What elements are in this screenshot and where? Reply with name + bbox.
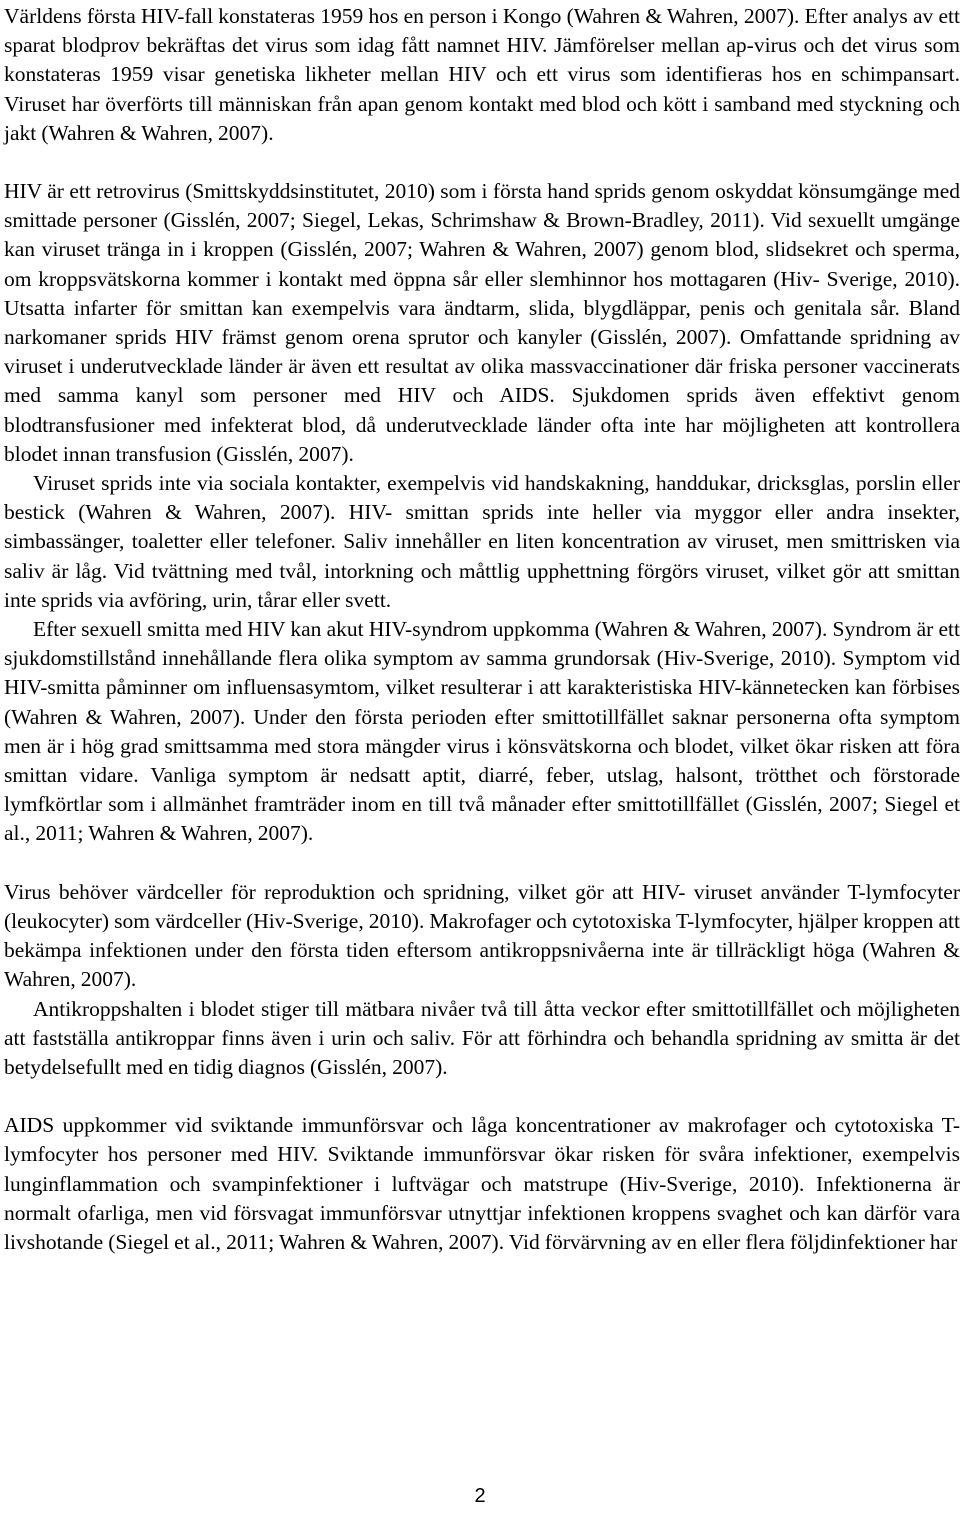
document-page — [4, 2, 960, 1257]
paragraph-hiv-origin: Världens första HIV-fall konstateras 1959 hos en person i Kongo (Wahren & Wahren, 2007). Efter analys av ett sparat blodprov bekräftas det virus som idag fått namnet HIV. Jämförelser mellan ap-virus och det virus som konstateras 1959 visar genetiska likheter mellan HIV och ett virus som identifieras hos en schimpansart. Viruset har överförts till människan från apan genom kontakt med blod och kött i samband med styckning och jakt (Wahren & Wahren, 2007). — [4, 4, 960, 145]
page-number: 2 — [474, 1485, 486, 1507]
paragraph-acute-syndrome: Efter sexuell smitta med HIV kan akut HIV-syndrom uppkomma (Wahren & Wahren, 2007). Syndrom är ett sjukdomstillstånd innehållande flera olika symptom av samma grundorsak (Hiv-Sverige, 2010). Symptom vid HIV-smitta påminner om influensasymtom, vilket resulterar i att karakteristiska HIV-kännetecken kan förbises (Wahren & Wahren, 2007). Under den första perioden efter smittotillfället saknar personerna ofta symptom men är i hög grad smittsamma med stora mängder virus i könsvätskorna och blodet, vilket ökar risken att föra smittan vidare. Vanliga symptom är nedsatt aptit, diarré, feber, utslag, halsont, trötthet och förstorade lymfkörtlar som i allmänhet framträder inom en till två månader efter smittotillfället (Gisslén, 2007; Siegel et al., 2011; Wahren & Wahren, 2007). — [4, 617, 960, 846]
paragraph-host-cells: Virus behöver värdceller för reproduktion och spridning, vilket gör att HIV- viruset använder T-lymfocyter (leukocyter) som värdceller (Hiv-Sverige, 2010). Makrofager och cytotoxiska T-lymfocyter, hjälper kroppen att bekämpa infektionen under den första tiden eftersom antikroppsnivåerna inte är tillräckligt höga (Wahren & Wahren, 2007). — [4, 879, 960, 992]
paragraph-antibodies: Antikroppshalten i blodet stiger till mätbara nivåer två till åtta veckor efter smittotillfället och möjligheten att fastställa antikroppar finns även i urin och saliv. För att förhindra och behandla spridning av smitta är det betydelsefullt med en tidig diagnos (Gisslén, 2007). — [4, 996, 960, 1079]
paragraph-non-transmission: Viruset sprids inte via sociala kontakter, exempelvis vid handskakning, handdukar, dricksglas, porslin eller bestick (Wahren & Wahren, 2007). HIV- smittan sprids inte heller via myggor eller andra insekter, simbassänger, toaletter eller telefoner. Saliv innehåller en liten koncentration av viruset, men smittrisken via saliv är låg. Vid tvättning med tvål, intorkning och måttlig upphettning förgörs viruset, vilket gör att smittan inte sprids via avföring, urin, tårar eller svett. — [4, 471, 960, 612]
paragraph-transmission: HIV är ett retrovirus (Smittskyddsinstitutet, 2010) som i första hand sprids genom oskyddat könsumgänge med smittade personer (Gisslén, 2007; Siegel, Lekas, Schrimshaw & Brown-Bradley, 2011). Vid sexuellt umgänge kan viruset tränga in i kroppen (Gisslén, 2007; Wahren & Wahren, 2007) genom blod, slidsekret och sperma, om kroppsvätskorna kommer i kontakt med öppna sår eller slemhinnor hos mottagaren (Hiv- Sverige, 2010). Utsatta infarter för smittan kan exempelvis vara ändtarm, slida, blygdläppar, penis och genitala sår. Bland narkomaner sprids HIV främst genom orena sprutor och kanyler (Gisslén, 2007). Omfattande spridning av viruset i underutvecklade länder är även ett resultat av olika massvaccinationer där friska personer vaccinerats med samma kanyl som personer med HIV och AIDS. Sjukdomen sprids även effektivt genom blodtransfusioner med infekterat blod, då underutvecklade länder ofta inte har möjligheten att kontrollera blodet innan transfusion (Gisslén, 2007). — [4, 179, 960, 466]
paragraph-aids: AIDS uppkommer vid sviktande immunförsvar och låga koncentrationer av makrofager och cytotoxiska T-lymfocyter hos personer med HIV. Sviktande immunförsvar ökar risken för svåra infektioner, exempelvis lunginflammation och svampinfektioner i luftvägar och matstrupe (Hiv-Sverige, 2010). Infektionerna är normalt ofarliga, men vid försvagat immunförsvar utnyttjar infektionen kroppens svaghet och kan därför vara livshotande (Siegel et al., 2011; Wahren & Wahren, 2007). Vid förvärvning av en eller flera följdinfektioner har — [4, 1113, 960, 1254]
